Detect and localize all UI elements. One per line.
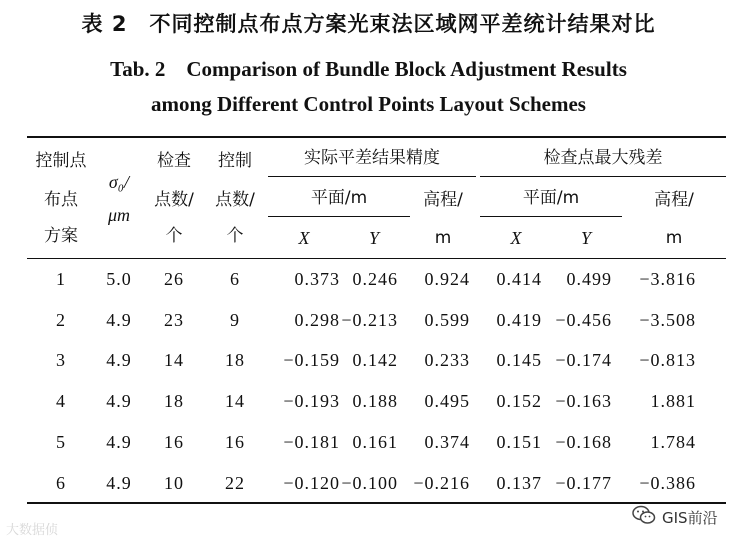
cell-max-x: 0.145 (496, 350, 542, 370)
cell-scheme: 2 (56, 310, 66, 330)
cell-sigma: 4.9 (106, 310, 132, 330)
cell-actual-y: −0.100 (341, 473, 398, 493)
watermark-right-text: GIS前沿 (662, 508, 718, 527)
cell-sigma: 5.0 (106, 269, 132, 289)
header-actual-elev-line2: m (434, 228, 452, 248)
cell-scheme: 3 (56, 350, 66, 370)
cell-check: 16 (164, 432, 184, 452)
cell-scheme: 6 (56, 473, 66, 493)
header-max-elev-line2: m (665, 228, 683, 248)
cell-actual-h: 0.599 (424, 310, 470, 330)
watermark-left-text: 大数据侦 (6, 523, 59, 538)
cell-actual-y: 0.188 (352, 391, 398, 411)
group-rule-actual (268, 176, 476, 177)
cell-actual-h: 0.374 (424, 432, 470, 452)
cell-check: 23 (164, 310, 184, 330)
cell-max-y: 0.499 (566, 269, 612, 289)
cell-sigma: 4.9 (106, 432, 132, 452)
cell-max-h: −3.508 (639, 310, 696, 330)
cell-actual-x: 0.298 (294, 310, 340, 330)
watermark-left (6, 519, 58, 538)
cell-max-h: −3.816 (639, 269, 696, 289)
cell-control: 6 (230, 269, 240, 289)
header-actual-group: 实际平差结果精度 (304, 148, 440, 168)
group-rule-max (480, 176, 726, 177)
cell-max-h: −0.386 (639, 473, 696, 493)
cell-control: 9 (230, 310, 240, 330)
cell-max-y: −0.177 (555, 473, 612, 493)
cell-actual-y: −0.213 (341, 310, 398, 330)
header-max-elev-line1: 高程/ (654, 190, 694, 210)
cell-actual-x: −0.120 (283, 473, 340, 493)
cell-scheme: 1 (56, 269, 66, 289)
header-control-line3: 个 (226, 226, 244, 246)
cell-scheme: 4 (56, 391, 66, 411)
header-sigma-line2: μm (107, 205, 131, 225)
header-max-x: X (510, 228, 522, 248)
header-max-y: Y (580, 228, 591, 248)
cell-actual-y: 0.161 (352, 432, 398, 452)
header-actual-x: X (298, 228, 310, 248)
table-title-english-line1: Tab. 2 Comparison of Bundle Block Adjustment Results (110, 57, 627, 81)
header-control-line2: 点数/ (215, 190, 255, 210)
header-bottom-rule (27, 258, 726, 259)
cell-max-y: −0.163 (555, 391, 612, 411)
header-sigma-line1: σ₀/ (108, 172, 130, 192)
cell-actual-h: −0.216 (413, 473, 470, 493)
cell-check: 10 (164, 473, 184, 493)
cell-sigma: 4.9 (106, 391, 132, 411)
header-scheme-line2: 布点 (44, 190, 78, 210)
cell-max-h: 1.881 (650, 391, 696, 411)
cell-max-y: −0.174 (555, 350, 612, 370)
header-actual-elev-line1: 高程/ (423, 190, 463, 210)
wechat-icon (632, 505, 656, 529)
cell-actual-x: −0.181 (283, 432, 340, 452)
plane-rule-max (480, 216, 622, 217)
header-scheme-line3: 方案 (44, 226, 78, 246)
cell-max-x: 0.152 (496, 391, 542, 411)
plane-rule-actual (268, 216, 410, 217)
table-title-chinese: 表 2 不同控制点布点方案光束法区域网平差统计结果对比 (81, 12, 656, 36)
header-max-group: 检查点最大残差 (543, 148, 663, 168)
cell-sigma: 4.9 (106, 350, 132, 370)
cell-sigma: 4.9 (106, 473, 132, 493)
table-top-rule (27, 136, 726, 138)
cell-max-x: 0.137 (496, 473, 542, 493)
header-actual-y: Y (368, 228, 379, 248)
cell-actual-x: 0.373 (294, 269, 340, 289)
cell-actual-y: 0.142 (352, 350, 398, 370)
header-control-line1: 控制 (218, 151, 252, 171)
header-check-line1: 检查 (157, 151, 191, 171)
cell-scheme: 5 (56, 432, 66, 452)
cell-check: 14 (164, 350, 184, 370)
cell-max-x: 0.414 (496, 269, 542, 289)
cell-control: 22 (225, 473, 245, 493)
cell-control: 14 (225, 391, 245, 411)
cell-actual-h: 0.233 (424, 350, 470, 370)
cell-actual-h: 0.495 (424, 391, 470, 411)
watermark-right (632, 505, 718, 529)
cell-check: 18 (164, 391, 184, 411)
table-title-english-line2: among Different Control Points Layout Schemes (151, 92, 586, 116)
cell-check: 26 (164, 269, 184, 289)
cell-max-y: −0.456 (555, 310, 612, 330)
cell-max-h: −0.813 (639, 350, 696, 370)
cell-control: 16 (225, 432, 245, 452)
header-check-line3: 个 (165, 226, 183, 246)
cell-max-y: −0.168 (555, 432, 612, 452)
cell-actual-x: −0.193 (283, 391, 340, 411)
cell-actual-h: 0.924 (424, 269, 470, 289)
cell-actual-y: 0.246 (352, 269, 398, 289)
header-actual-plane: 平面/m (310, 188, 368, 208)
header-check-line2: 点数/ (154, 190, 194, 210)
cell-max-x: 0.419 (496, 310, 542, 330)
cell-control: 18 (225, 350, 245, 370)
header-max-plane: 平面/m (522, 188, 580, 208)
table-bottom-rule (27, 502, 726, 504)
cell-max-h: 1.784 (650, 432, 696, 452)
cell-actual-x: −0.159 (283, 350, 340, 370)
header-scheme-line1: 控制点 (35, 151, 87, 171)
cell-max-x: 0.151 (496, 432, 542, 452)
